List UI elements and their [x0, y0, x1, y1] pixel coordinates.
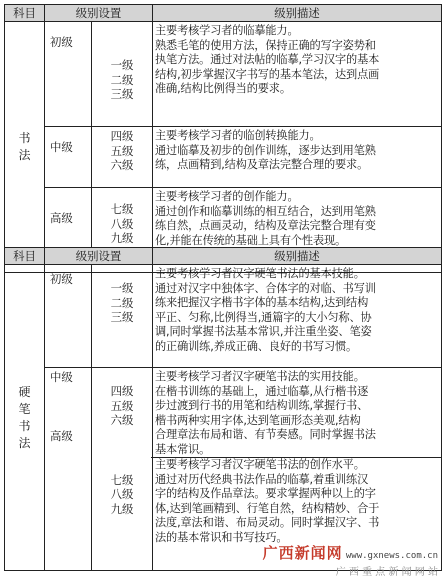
- sub-level: 六级: [110, 158, 134, 172]
- description-cell: [153, 368, 442, 571]
- description-line: 法度,章法和谐、布局灵动。同时掌握汉字、书: [155, 516, 380, 529]
- sub-level: 八级: [110, 487, 134, 501]
- subject-cell: [5, 265, 45, 571]
- description-cell: [153, 22, 442, 127]
- description-line: 调,同时掌握书法基本常识,并注重坐姿、笔姿: [155, 325, 372, 338]
- level-cell: 中级: [45, 127, 92, 188]
- table-row: [5, 368, 442, 571]
- description-line: 基本常识。: [155, 442, 211, 456]
- subject-char: 书: [18, 131, 31, 145]
- watermark-url: www.gxnews.com.cn: [345, 551, 438, 561]
- watermark-tagline: 广 西 重 点 新 闻 网 站: [335, 567, 438, 578]
- table-header-row: [5, 248, 442, 265]
- sub-level: 五级: [110, 398, 134, 413]
- hard-pen-calligraphy-level-table: [4, 247, 442, 571]
- subject-char: 硬: [18, 384, 31, 399]
- sub-level: 二级: [110, 295, 134, 310]
- level-cell: 初级: [45, 265, 92, 368]
- sub-level: 七级: [110, 202, 134, 216]
- description-cell: [153, 127, 442, 188]
- description-line: 主要考核学习者汉字硬笔书法的实用技能。: [155, 370, 365, 383]
- sub-level: 四级: [110, 384, 134, 398]
- sub-level: 六级: [110, 413, 134, 427]
- description-line: 主要考核学习者的临摹能力。: [155, 24, 299, 37]
- level-cell: 高级: [45, 188, 92, 273]
- sub-level: 七级: [110, 472, 134, 487]
- description-line: 主要考核学习者的创作能力。: [155, 190, 299, 203]
- description-line: 通过对汉字中独体字、合体字的对临、书写训: [155, 281, 376, 295]
- sub-level: 四级: [110, 129, 134, 143]
- description-line: 的正确训练,养成正确、良好的书写习惯。: [155, 339, 358, 353]
- description-line: 主要考核学习者汉字硬笔书法的创作水平。: [155, 458, 365, 471]
- description-line: 平正、匀称,比例得当,通篇字的大小匀称、协: [155, 310, 372, 324]
- sub-level-cell: [92, 127, 153, 188]
- description-line: 练自然，点画灵动，结构及章法完整合理有变: [155, 219, 376, 232]
- sub-level: 三级: [110, 87, 134, 101]
- level-label: 中级: [50, 370, 73, 384]
- header-level-setting: 级别设置: [45, 5, 153, 22]
- subject-cell: [5, 22, 45, 273]
- level-cell: 初级: [45, 22, 92, 127]
- description-line: 执笔方法。通过对法帖的临摹,学习汉字的基本: [155, 53, 380, 66]
- description-line: 熟悉毛笔的使用方法，保持正确的写字姿势和: [155, 38, 376, 52]
- header-level-description: 级别描述: [153, 5, 442, 22]
- sub-level: 九级: [110, 501, 134, 516]
- sub-level-cell: [92, 368, 153, 571]
- description-line: 练，点画精到,结构及章法完整合理的要求。: [155, 158, 369, 171]
- sub-level: 九级: [110, 231, 134, 245]
- sub-level: 二级: [110, 72, 134, 87]
- sub-level-cell: [92, 265, 153, 368]
- description-line: 合理章法布局和谐、有节奏感。同时掌握书法: [155, 428, 376, 441]
- sub-level: 一级: [110, 281, 134, 295]
- description-line: 在楷书训练的基础上，通过临摹,从行楷书逐: [155, 384, 369, 398]
- description-line: 通过创作和临摹训练的相互结合，达到用笔熟: [155, 204, 376, 218]
- sub-level-cell: [92, 22, 153, 127]
- sub-level: 五级: [110, 143, 134, 158]
- description-line: 楷书两种实用字体,达到笔画形态美观,结构: [155, 413, 361, 427]
- level-cells-mid-high: [45, 368, 92, 571]
- sub-level: 八级: [110, 216, 134, 231]
- site-watermark: [263, 542, 438, 578]
- subject-char: 书: [18, 418, 31, 433]
- level-label: 高级: [50, 428, 73, 443]
- description-line: 通过对历代经典书法作品的临摹,着重训练汉: [155, 472, 369, 486]
- spacer: [92, 428, 152, 473]
- table-row: [5, 127, 442, 188]
- subject-char: 法: [18, 435, 31, 450]
- description-line: 准确,结构比例得当的要求。: [155, 82, 291, 95]
- header-level-description: 级别描述: [153, 248, 442, 265]
- description-line: 通过临摹及初步的创作训练，逐步达到用笔熟: [155, 143, 376, 157]
- table-row: [5, 22, 442, 127]
- description-line: 结构,初步掌握汉字书写的基本笔法，达到点画: [155, 67, 380, 81]
- description-line: 练来把握汉字楷书字体的基本结构,达到结构: [155, 296, 369, 309]
- sub-level: 一级: [110, 58, 134, 72]
- watermark-site-name: 广西新闻网: [262, 544, 343, 562]
- description-line: 主要考核学习者的临创转换能力。: [155, 129, 321, 142]
- header-level-setting: 级别设置: [45, 248, 153, 265]
- description-cell: [153, 265, 442, 368]
- description-line: 化,并能在传统的基础上具有个性表现。: [155, 233, 347, 247]
- subject-char: 笔: [18, 401, 31, 416]
- description-line: 主要考核学习者汉字硬笔书法的基本技能。: [155, 267, 365, 280]
- table-row: [5, 265, 442, 368]
- header-subject: 科目: [5, 5, 45, 22]
- description-line: 字的结构及作品章法。要求掌握两种以上的字: [155, 487, 376, 500]
- table-header-row: [5, 5, 442, 22]
- subject-char: 法: [18, 148, 31, 162]
- description-line: 法的基本常识和书写技巧。: [155, 530, 288, 544]
- header-subject: 科目: [5, 248, 45, 265]
- sub-level: 三级: [110, 310, 134, 324]
- description-line: 体,达到笔画精到、行笔自然，结构精妙、合于: [155, 501, 380, 515]
- calligraphy-level-table: [4, 4, 442, 273]
- description-line: 步过渡到行书的用笔和结构训练,掌握行书、: [155, 399, 369, 412]
